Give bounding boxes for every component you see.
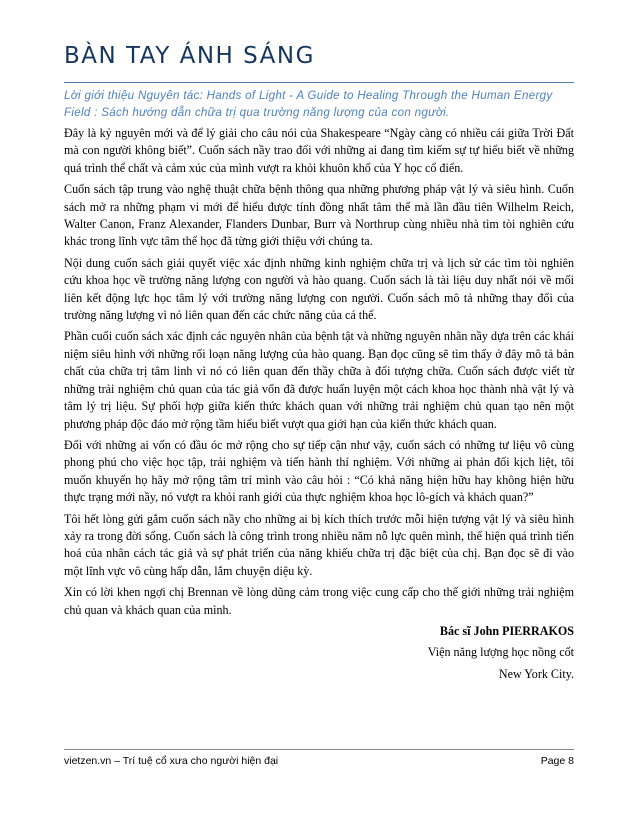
page-title: BÀN TAY ÁNH SÁNG [64,43,315,69]
paragraph-4: Phần cuối cuốn sách xác định các nguyên nhân của bệnh tật và những nguyên nhân nầy dựa trên các khái niệm siêu hình với những rối loạn năng lượng của hào quang. Bạn đọc cũng sẽ tìm thấy ở đây mô tả bản chất của chữa trị tâm linh vì nó có liên quan đến thầy chữa à đối tượng chữa. Cuốn sách được viết từ những trải nghiệm chủ quan của tác giả vốn đã được huấn luyện một cách khoa học thành nhà vật lý và tâm lý trị liệu. Sự phối hợp giữa kiến thức khách quan với những trải nghiệm chủ quan tạo nên một phương pháp độc đáo mở rộng tầm hiểu biết vượt qua giới hạn của kiến thức khách quan. [64,329,574,431]
paragraph-3: Nội dung cuốn sách giải quyết việc xác định những kinh nghiệm chữa trị và lịch sử các tìm tòi nghiên cứu khoa học về trường năng lượng con người và hào quang. Cuốn sách là tài liệu duy nhất nói về mối liên kết động lực học tâm lý với trường năng lượng con người. Cuốn sách mô tả những thay đổi của trường năng lượng vì nó liên quan đến các chức năng của cá thể. [64,255,574,323]
paragraph-6: Tôi hết lòng gửi gắm cuốn sách nầy cho những ai bị kích thích trước mỗi hiện tượng vật lý và siêu hình xảy ra trong đời sống. Cuốn sách là công trình trong nhiều năm nỗ lực quên mình, thể hiện quá trình tiến hoá của nhân cách tác giả và sự phát triển của năng khiếu chữa trị đặc biệt của chị. Bạn đọc sẽ đi vào một lĩnh vực vô cùng hấp dẫn, lắm chuyện diệu kỳ. [64,511,574,578]
footer-divider [64,749,574,750]
signature-institution: Viện năng lượng học nồng cốt [427,645,574,660]
signature-name: Bác sĩ John PIERRAKOS [439,623,574,638]
paragraph-1: Đây là kỷ nguyên mới và để lý giải cho câu nói của Shakespeare “Ngày càng có nhiều cái giữa Trời Đất mà con người không biết”. Cuốn sách nầy trao đổi với những ai đang tìm kiếm sự tự hiểu biết về những quá trình thể chất và cảm xúc của mình vượt ra khỏi khuôn khổ của Y học cổ điển. [64,126,574,175]
body-text [64,125,574,687]
paragraph-5: Đối với những ai vốn có đầu óc mở rộng cho sự tiếp cận như vậy, cuốn sách có những tư liệu vô cùng phong phú cho việc học tập, trải nghiệm và tiến hành thí nghiệm. Với những ai phản đối kịch liệt, tôi muốn khuyến họ hãy mở rộng tâm trí mình vào câu hỏi : “Có khả năng hiện hữu hay không hiện hữu thực trạng mới nầy, nó vượt ra khỏi ranh giới của thực nghiệm khoa học lô-gích và khách quan?” [64,437,574,505]
subtitle: Lời giới thiệu Nguyên tác: Hands of Light - A Guide to Healing Through the Human Energy Field : Sách hướng dẫn chữa trị qua trường năng lượng của con người. [64,89,553,119]
footer-site-text: vietzen.vn – Trí tuệ cổ xưa cho người hiện đại [64,755,279,767]
paragraph-7: Xin có lời khen ngợi chị Brennan về lòng dũng cảm trong việc cung cấp cho thế giới những trải nghiệm chủ quan và khách quan của mình. [64,585,574,617]
page-number: Page 8 [540,755,574,767]
title-divider [64,82,574,83]
paragraph-2: Cuốn sách tập trung vào nghệ thuật chữa bệnh thông qua những phương pháp vật lý và siêu hình. Cuốn sách mở ra những phạm vi mới để hiểu được tính đồng nhất tâm thể mà lần đầu tiên Wilhelm Reich, Walter Canon, Franz Alexander, Flanders Dunbar, Burr và Northrup cùng nhiều nhà tìm tòi nghiên cứu khác trong lĩnh vực tâm thể học đã từng giới thiệu với chúng ta. [64,182,574,249]
signature-city: New York City. [498,666,574,681]
